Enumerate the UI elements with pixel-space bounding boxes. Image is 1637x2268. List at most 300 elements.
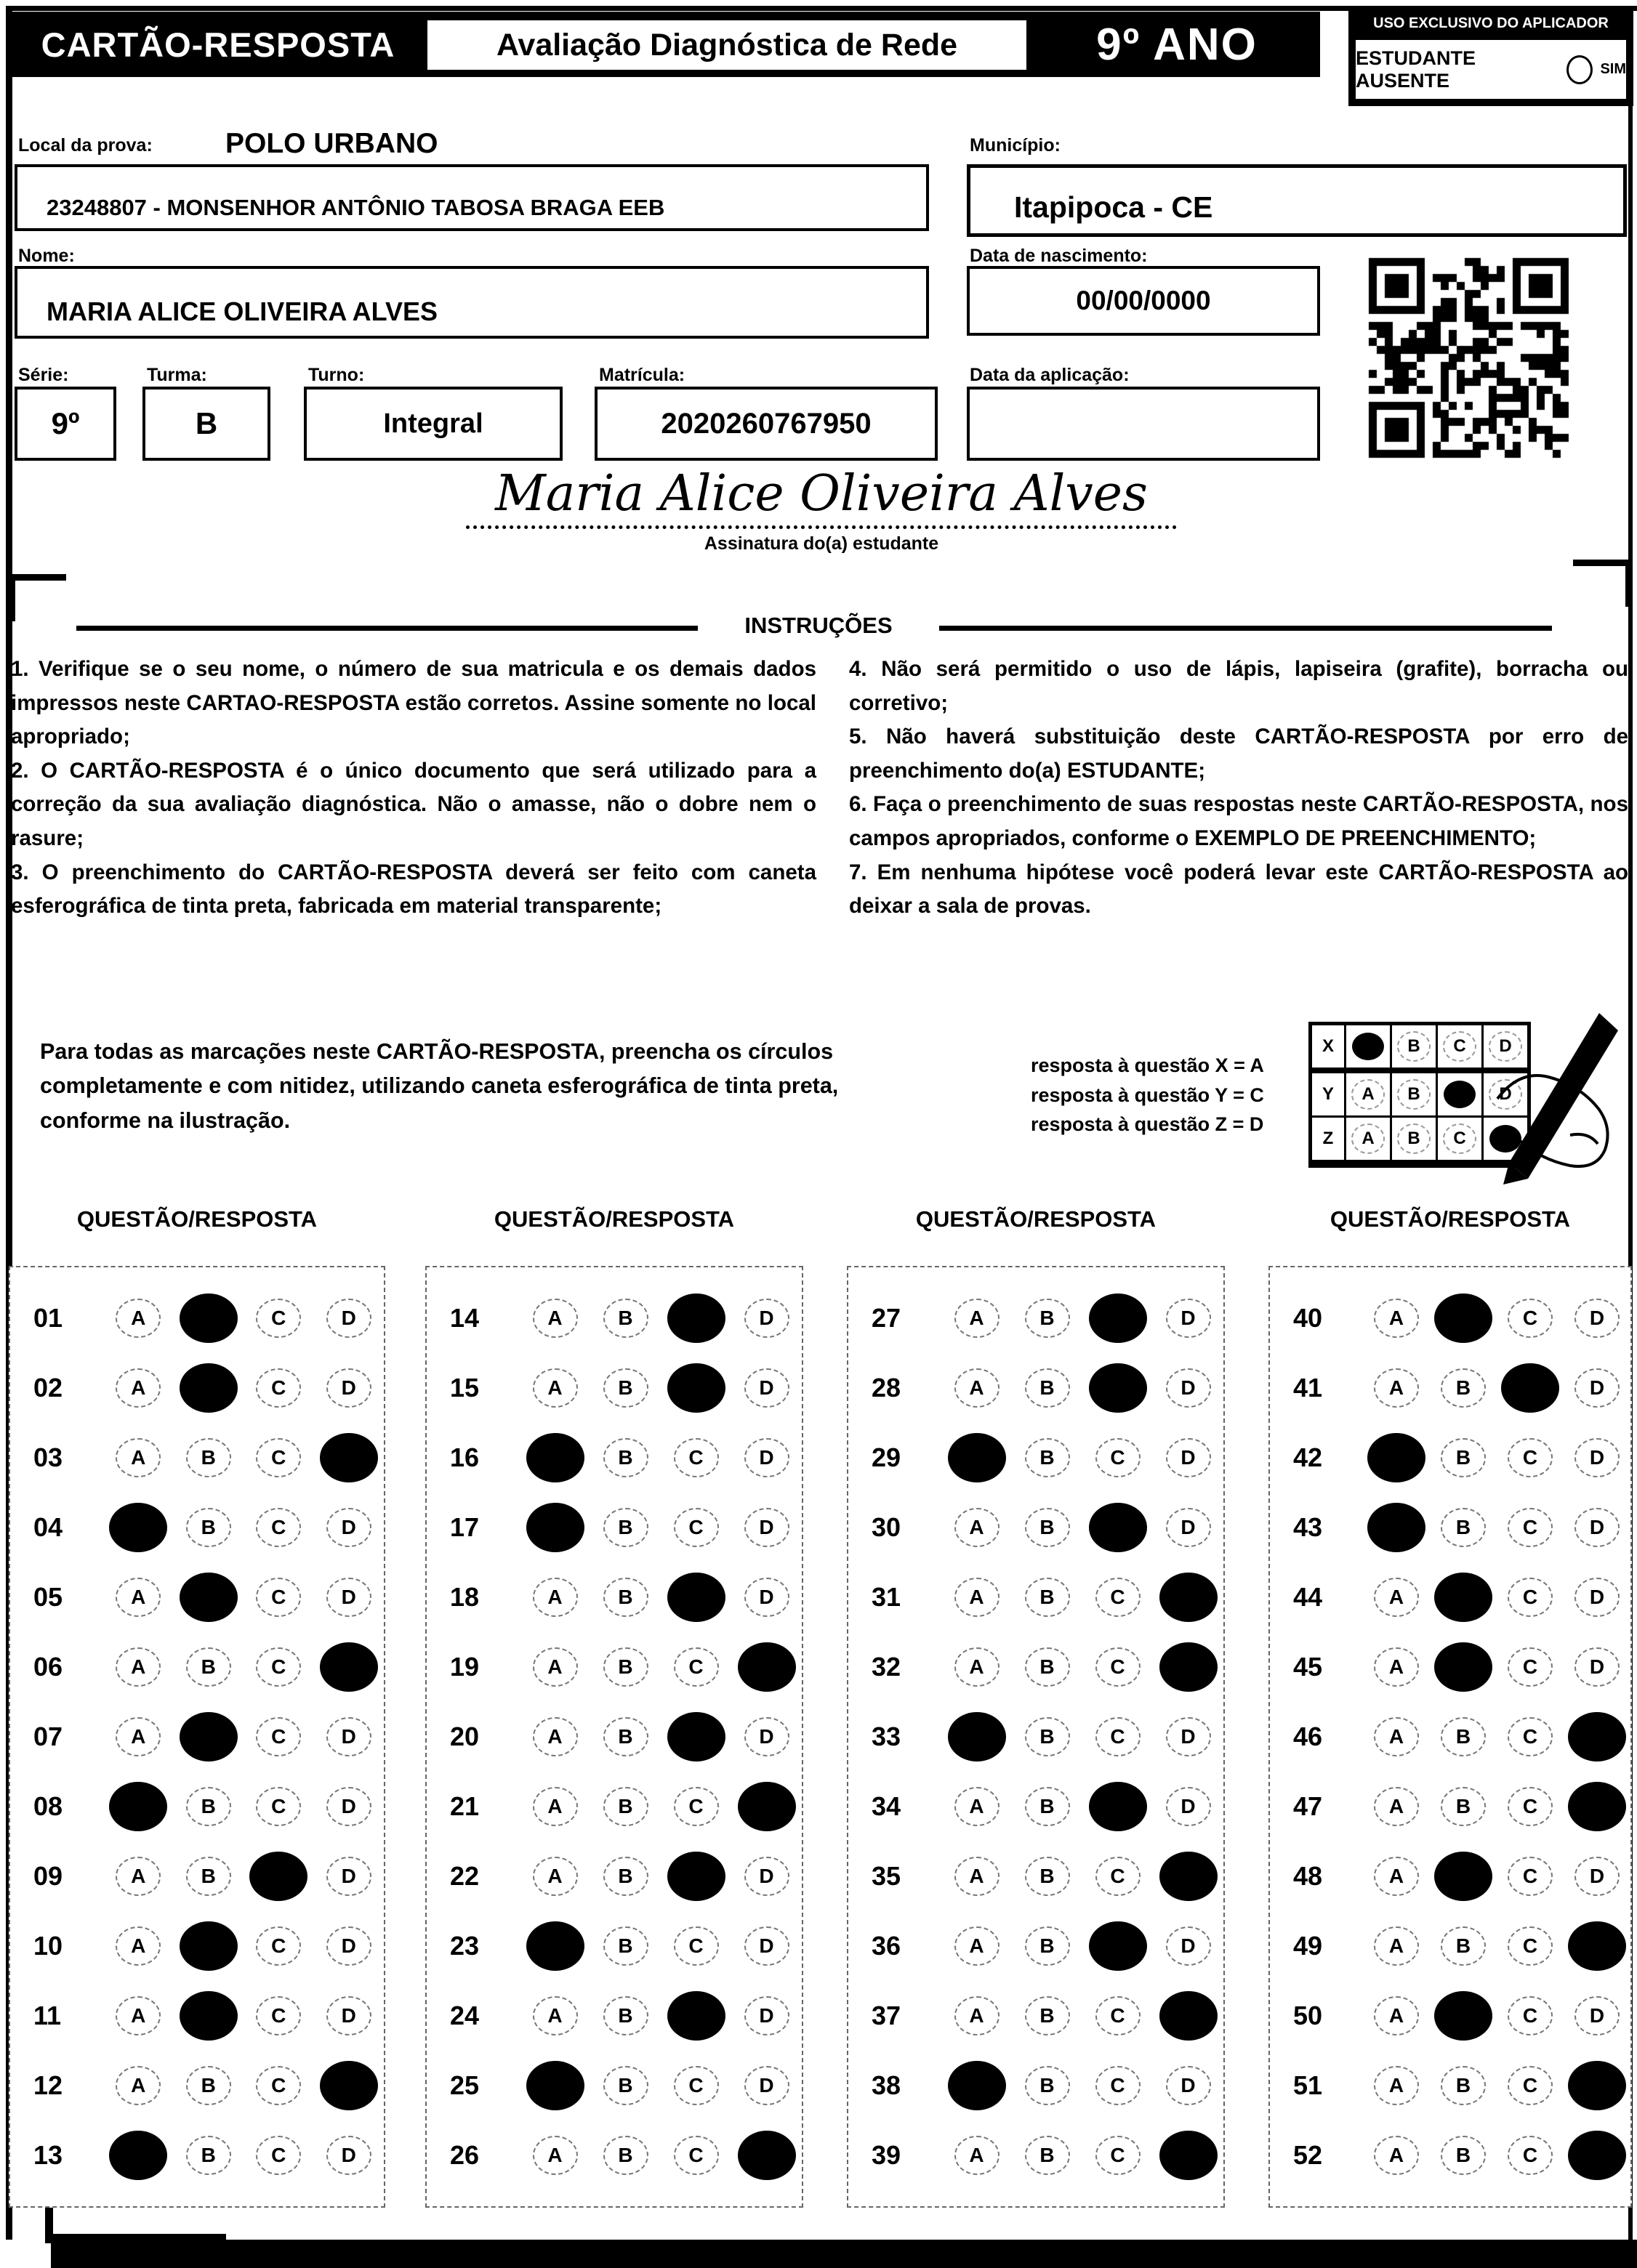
answer-bubble[interactable]: A xyxy=(1374,1299,1419,1338)
answer-bubble[interactable]: B xyxy=(1441,1787,1486,1826)
answer-bubble[interactable]: B xyxy=(603,1578,648,1617)
answer-bubble[interactable]: C xyxy=(674,1438,719,1477)
bubble-cell xyxy=(1564,1368,1630,1408)
answer-bubble-filled[interactable] xyxy=(1159,1852,1218,1901)
bubble-cell xyxy=(1430,2136,1497,2175)
answer-bubble-filled[interactable] xyxy=(180,1712,238,1761)
answer-bubble[interactable]: B xyxy=(1025,2136,1070,2175)
answer-bubble[interactable]: A xyxy=(116,1647,161,1687)
answer-bubble[interactable]: A xyxy=(954,1787,1000,1826)
answer-bubble[interactable]: D xyxy=(744,1857,789,1896)
answer-bubble[interactable]: C xyxy=(256,1368,301,1408)
bubble-cell xyxy=(661,2136,731,2175)
bubble-cell xyxy=(244,1438,314,1477)
answer-bubble[interactable]: B xyxy=(1441,2066,1486,2105)
answer-bubble[interactable]: D xyxy=(1574,1996,1620,2035)
example-bubble-cell xyxy=(1344,1073,1390,1115)
answer-bubble[interactable]: B xyxy=(1025,1647,1070,1687)
answer-bubble-filled[interactable] xyxy=(948,1712,1006,1761)
answer-bubble[interactable]: B xyxy=(186,1857,231,1896)
answer-bubble[interactable]: A xyxy=(1374,1578,1419,1617)
bubble-cell xyxy=(314,2061,385,2110)
answer-bubble-filled[interactable] xyxy=(180,1363,238,1413)
answer-bubble-filled[interactable] xyxy=(1434,1852,1492,1901)
bubble-cell xyxy=(731,1508,802,1547)
bubble-cell xyxy=(244,1299,314,1338)
answer-bubble[interactable]: D xyxy=(744,1578,789,1617)
answer-bubble[interactable]: B xyxy=(1025,1368,1070,1408)
absent-bubble[interactable] xyxy=(1566,55,1593,84)
question-number: 11 xyxy=(33,2001,62,2030)
answer-bubble[interactable]: B xyxy=(1025,1508,1070,1547)
answer-bubble[interactable]: C xyxy=(1095,2136,1141,2175)
bubble-cell xyxy=(590,1299,661,1338)
answer-bubble-filled[interactable] xyxy=(667,1573,725,1622)
answer-bubble[interactable]: B xyxy=(1441,1926,1486,1966)
answer-bubble[interactable]: A xyxy=(533,1717,578,1756)
answer-bubble[interactable]: A xyxy=(116,1299,161,1338)
answer-bubble[interactable]: D xyxy=(326,1578,371,1617)
question-number: 21 xyxy=(450,1791,480,1821)
answer-bubble[interactable]: D xyxy=(326,1508,371,1547)
answer-bubble-filled[interactable] xyxy=(526,1503,584,1552)
answer-bubble[interactable]: C xyxy=(256,1647,301,1687)
answer-bubble[interactable]: C xyxy=(256,1508,301,1547)
answer-bubble[interactable]: D xyxy=(744,1996,789,2035)
bubble-cell xyxy=(244,1508,314,1547)
answer-bubble-filled[interactable] xyxy=(948,1433,1006,1482)
answer-bubble[interactable]: C xyxy=(674,1508,719,1547)
answer-bubble-filled[interactable] xyxy=(1434,1642,1492,1692)
answer-bubble[interactable]: D xyxy=(1166,2066,1211,2105)
answer-bubble-filled[interactable] xyxy=(1367,1503,1425,1552)
bubble-cell xyxy=(1497,1996,1564,2035)
answer-bubble[interactable]: A xyxy=(533,1857,578,1896)
bubble-cell xyxy=(1430,1294,1497,1343)
answer-bubble[interactable]: B xyxy=(1025,1787,1070,1826)
answer-bubble[interactable]: C xyxy=(1508,1647,1553,1687)
answer-bubble[interactable]: A xyxy=(116,1368,161,1408)
nascimento-value: 00/00/0000 xyxy=(1076,286,1211,315)
answer-bubble-filled[interactable] xyxy=(180,1573,238,1622)
bubble-cell xyxy=(103,2066,174,2105)
bubble-cell xyxy=(174,1438,244,1477)
bubble-cell xyxy=(520,1996,590,2035)
answer-bubble-filled[interactable] xyxy=(1089,1503,1147,1552)
answer-bubble[interactable]: C xyxy=(1508,2136,1553,2175)
answer-bubble[interactable]: D xyxy=(1166,1368,1211,1408)
answer-bubble-filled[interactable] xyxy=(1159,1642,1218,1692)
answer-bubble-filled[interactable] xyxy=(1159,1991,1218,2041)
example-bubble-letter: A xyxy=(1362,1129,1375,1148)
answer-bubble[interactable]: D xyxy=(1166,1717,1211,1756)
answer-bubble[interactable]: A xyxy=(533,1647,578,1687)
answer-bubble-filled[interactable] xyxy=(1501,1363,1559,1413)
answer-bubble[interactable]: C xyxy=(1508,1996,1553,2035)
bubble-cell xyxy=(244,1996,314,2035)
answer-bubble-filled[interactable] xyxy=(1568,1712,1626,1761)
answer-bubble[interactable]: C xyxy=(1508,1857,1553,1896)
answer-row xyxy=(848,1353,1223,1423)
answer-bubble[interactable]: C xyxy=(256,1578,301,1617)
answer-bubble[interactable]: D xyxy=(1166,1787,1211,1826)
example-bubble-ring xyxy=(1397,1079,1431,1110)
answer-bubble[interactable]: D xyxy=(326,1717,371,1756)
answer-bubble-filled[interactable] xyxy=(667,1294,725,1343)
answer-bubble[interactable]: C xyxy=(1095,1717,1141,1756)
bubble-cell xyxy=(1564,1857,1630,1896)
answer-bubble[interactable]: D xyxy=(326,2136,371,2175)
answer-bubble-filled[interactable] xyxy=(526,1921,584,1971)
bubble-cell xyxy=(1363,1717,1430,1756)
question-number: 45 xyxy=(1293,1652,1323,1682)
answer-bubble[interactable]: C xyxy=(1095,1438,1141,1477)
bubble-cell xyxy=(1564,2061,1630,2110)
answer-bubble[interactable]: A xyxy=(954,1857,1000,1896)
serie-label: Série: xyxy=(18,365,69,385)
answer-bubble[interactable]: B xyxy=(1025,1717,1070,1756)
answer-bubble-filled[interactable] xyxy=(1089,1921,1147,1971)
answer-bubble[interactable]: D xyxy=(1574,1857,1620,1896)
answer-row xyxy=(10,1772,384,1841)
answer-bubble[interactable]: C xyxy=(674,1787,719,1826)
bubble-cell xyxy=(941,1712,1012,1761)
answer-bubble[interactable]: C xyxy=(256,1438,301,1477)
question-number: 28 xyxy=(872,1373,901,1403)
answer-bubble[interactable]: D xyxy=(744,2066,789,2105)
answer-bubble-filled[interactable] xyxy=(738,2131,796,2180)
question-number: 22 xyxy=(450,1861,480,1891)
answer-bubble[interactable]: C xyxy=(1508,1299,1553,1338)
answer-bubble[interactable]: A xyxy=(954,1996,1000,2035)
answer-bubble[interactable]: A xyxy=(1374,2066,1419,2105)
bubble-cell xyxy=(1497,1508,1564,1547)
answer-bubble[interactable]: A xyxy=(533,1299,578,1338)
bubble-cell xyxy=(1153,1717,1223,1756)
answer-bubble[interactable]: B xyxy=(186,2136,231,2175)
answer-bubble[interactable]: A xyxy=(1374,1926,1419,1966)
answer-bubble-filled[interactable] xyxy=(526,1433,584,1482)
answer-bubble-filled[interactable] xyxy=(1568,2061,1626,2110)
bubble-cell xyxy=(244,2066,314,2105)
answer-bubble[interactable]: A xyxy=(1374,1857,1419,1896)
answer-bubble[interactable]: B xyxy=(603,2136,648,2175)
answer-bubble-filled[interactable] xyxy=(109,1503,167,1552)
answer-bubble[interactable]: D xyxy=(326,1368,371,1408)
answer-bubble[interactable]: B xyxy=(1025,1578,1070,1617)
municipio-label: Município: xyxy=(970,135,1061,156)
question-number: 47 xyxy=(1293,1791,1323,1821)
answer-bubble[interactable]: B xyxy=(1025,1857,1070,1896)
answer-bubble[interactable]: D xyxy=(1574,1578,1620,1617)
answer-bubble[interactable]: D xyxy=(744,1926,789,1966)
student-absent-row xyxy=(1354,38,1628,101)
answer-bubble[interactable]: A xyxy=(954,1578,1000,1617)
answer-bubble[interactable]: C xyxy=(256,1787,301,1826)
answer-bubble[interactable]: A xyxy=(1374,1368,1419,1408)
answer-bubble[interactable]: C xyxy=(1508,1578,1553,1617)
answer-bubble[interactable]: C xyxy=(674,2136,719,2175)
qr-code xyxy=(1361,250,1586,475)
answer-bubble[interactable]: C xyxy=(1508,1438,1553,1477)
answer-row xyxy=(427,1841,802,1911)
answer-bubble[interactable]: A xyxy=(1374,1787,1419,1826)
answer-bubble-filled[interactable] xyxy=(109,2131,167,2180)
student-absent-label: ESTUDANTE AUSENTE xyxy=(1356,47,1476,92)
answer-bubble[interactable]: B xyxy=(1441,1717,1486,1756)
answer-bubble-filled[interactable] xyxy=(1434,1573,1492,1622)
answer-bubble[interactable]: B xyxy=(186,1438,231,1477)
answer-bubble[interactable]: B xyxy=(186,1508,231,1547)
answer-bubble[interactable]: C xyxy=(1095,1647,1141,1687)
turno-value: Integral xyxy=(383,408,483,439)
answer-bubble[interactable]: A xyxy=(1374,1996,1419,2035)
answer-bubble[interactable]: D xyxy=(1166,1299,1211,1338)
answer-bubble-filled[interactable] xyxy=(667,1991,725,2041)
answer-bubble[interactable]: C xyxy=(1508,1717,1553,1756)
answer-bubble[interactable]: B xyxy=(1025,1926,1070,1966)
answer-bubble[interactable]: C xyxy=(1095,2066,1141,2105)
answer-bubble[interactable]: D xyxy=(1166,1438,1211,1477)
answer-bubble[interactable]: D xyxy=(326,1299,371,1338)
answer-bubble-filled[interactable] xyxy=(667,1852,725,1901)
answer-bubble[interactable]: A xyxy=(533,2136,578,2175)
answer-bubble[interactable]: B xyxy=(1441,1368,1486,1408)
answer-bubble[interactable]: A xyxy=(954,1926,1000,1966)
answer-bubble-filled[interactable] xyxy=(1434,1294,1492,1343)
answer-row xyxy=(848,1493,1223,1562)
answer-bubble[interactable]: B xyxy=(603,1926,648,1966)
bubble-cell xyxy=(1012,1717,1082,1756)
question-number: 31 xyxy=(872,1582,901,1612)
bubble-cell xyxy=(1012,1857,1082,1896)
answer-bubble[interactable]: A xyxy=(533,1578,578,1617)
answer-bubble[interactable]: A xyxy=(954,2136,1000,2175)
bubble-cell xyxy=(314,1642,385,1692)
answer-bubble[interactable]: A xyxy=(116,1996,161,2035)
answer-bubble[interactable]: B xyxy=(1025,1299,1070,1338)
bubble-cell xyxy=(520,1857,590,1896)
answer-bubble[interactable]: D xyxy=(1166,1926,1211,1966)
answer-bubble-filled[interactable] xyxy=(109,1782,167,1831)
answer-bubble-filled[interactable] xyxy=(180,1294,238,1343)
answer-bubble-filled[interactable] xyxy=(667,1712,725,1761)
answer-row xyxy=(10,1632,384,1702)
answer-bubble[interactable]: D xyxy=(744,1368,789,1408)
answer-bubble[interactable]: D xyxy=(1166,1508,1211,1547)
bubble-cell xyxy=(244,1717,314,1756)
column-header: QUESTÃO/RESPOSTA xyxy=(915,1206,1157,1232)
answer-bubble[interactable]: D xyxy=(1574,1299,1620,1338)
answer-bubble[interactable]: C xyxy=(674,1926,719,1966)
answer-row xyxy=(10,1353,384,1423)
answer-bubble[interactable]: C xyxy=(1508,1926,1553,1966)
answer-bubble-filled[interactable] xyxy=(1159,2131,1218,2180)
answer-bubble[interactable]: B xyxy=(1025,2066,1070,2105)
answer-bubble-filled[interactable] xyxy=(320,1642,378,1692)
answer-bubble[interactable]: A xyxy=(116,1717,161,1756)
answer-bubble[interactable]: D xyxy=(326,1787,371,1826)
answer-bubble[interactable]: A xyxy=(116,1438,161,1477)
example-bubble-letter: D xyxy=(1499,1084,1512,1104)
bubble-cell xyxy=(1430,1438,1497,1477)
bubble-cell xyxy=(1153,1852,1223,1901)
question-number: 08 xyxy=(33,1791,63,1821)
answer-bubble[interactable]: A xyxy=(1374,1647,1419,1687)
answer-bubble[interactable]: B xyxy=(1441,2136,1486,2175)
answer-bubble[interactable]: D xyxy=(326,1996,371,2035)
answer-bubble[interactable]: B xyxy=(186,1787,231,1826)
bubble-cell xyxy=(314,1926,385,1966)
answer-bubble[interactable]: C xyxy=(1508,1508,1553,1547)
answer-bubble-filled[interactable] xyxy=(180,1991,238,2041)
instruction-item: 4. Não será permitido o uso de lápis, lapiseira (grafite), borracha ou corretivo; xyxy=(849,657,1628,715)
answer-bubble[interactable]: A xyxy=(116,1926,161,1966)
bubble-cell xyxy=(103,1503,174,1552)
answer-bubble-filled[interactable] xyxy=(738,1642,796,1692)
bubble-cell xyxy=(661,2066,731,2105)
answer-bubble-filled[interactable] xyxy=(1089,1782,1147,1831)
answer-bubble-filled[interactable] xyxy=(526,2061,584,2110)
answer-bubble[interactable]: A xyxy=(1374,1717,1419,1756)
answer-bubble[interactable]: A xyxy=(954,1647,1000,1687)
answer-bubble[interactable]: B xyxy=(1441,1508,1486,1547)
answer-bubble[interactable]: A xyxy=(116,1578,161,1617)
bubble-cell xyxy=(314,1717,385,1756)
bubble-cell xyxy=(244,1787,314,1826)
answer-bubble[interactable]: B xyxy=(1025,1996,1070,2035)
answer-bubble-filled[interactable] xyxy=(1568,1782,1626,1831)
answer-bubble[interactable]: D xyxy=(326,1926,371,1966)
answer-bubble-filled[interactable] xyxy=(320,1433,378,1482)
bubble-cell xyxy=(1012,1787,1082,1826)
bubble-cell xyxy=(590,1368,661,1408)
bubble-cell xyxy=(520,1503,590,1552)
answer-bubble[interactable]: B xyxy=(603,1996,648,2035)
bubble-cell xyxy=(1430,1573,1497,1622)
bubble-cell xyxy=(590,1857,661,1896)
answer-bubble-filled[interactable] xyxy=(249,1852,307,1901)
bubble-cell xyxy=(1430,1717,1497,1756)
answer-bubble-filled[interactable] xyxy=(1089,1294,1147,1343)
answer-bubble[interactable]: B xyxy=(603,1508,648,1547)
answer-bubble[interactable]: C xyxy=(256,2066,301,2105)
answer-bubble[interactable]: A xyxy=(533,1368,578,1408)
answer-bubble[interactable]: D xyxy=(1574,1647,1620,1687)
answer-row xyxy=(1270,2120,1630,2190)
bubble-cell xyxy=(590,1717,661,1756)
bubble-cell xyxy=(941,1926,1012,1966)
answer-bubble[interactable]: B xyxy=(603,1787,648,1826)
answer-bubble[interactable]: D xyxy=(744,1508,789,1547)
answer-bubble[interactable]: C xyxy=(256,2136,301,2175)
bubble-cell xyxy=(174,1787,244,1826)
answer-bubble[interactable]: B xyxy=(603,1717,648,1756)
bubble-cell xyxy=(1153,2066,1223,2105)
bubble-cell xyxy=(174,1857,244,1896)
answer-bubble[interactable]: D xyxy=(1574,1508,1620,1547)
answer-bubble-filled[interactable] xyxy=(738,1782,796,1831)
answer-bubble[interactable]: B xyxy=(186,1647,231,1687)
answer-bubble-filled[interactable] xyxy=(1089,1363,1147,1413)
bubble-cell xyxy=(1564,1921,1630,1971)
instructions-left-column xyxy=(11,653,816,924)
answer-bubble[interactable]: A xyxy=(533,1787,578,1826)
bubble-cell xyxy=(1153,2131,1223,2180)
bubble-cell xyxy=(1497,1926,1564,1966)
question-number: 16 xyxy=(450,1442,480,1472)
answer-bubble[interactable]: A xyxy=(1374,2136,1419,2175)
instructions-title: INSTRUÇÕES xyxy=(709,613,928,639)
answer-bubble-filled[interactable] xyxy=(1568,2131,1626,2180)
answer-bubble[interactable]: B xyxy=(603,1299,648,1338)
answer-bubble[interactable]: C xyxy=(674,1647,719,1687)
bottom-registration-bar xyxy=(51,2240,1637,2268)
answer-bubble-filled[interactable] xyxy=(1367,1433,1425,1482)
municipio-value: Itapipoca - CE xyxy=(1014,190,1213,224)
column-header: QUESTÃO/RESPOSTA xyxy=(494,1206,735,1232)
answer-bubble[interactable]: C xyxy=(1095,1578,1141,1617)
answer-bubble-filled[interactable] xyxy=(948,2061,1006,2110)
answer-bubble[interactable]: B xyxy=(1441,1438,1486,1477)
answer-bubble-filled[interactable] xyxy=(1434,1991,1492,2041)
answer-row xyxy=(848,1283,1223,1353)
answer-bubble-filled[interactable] xyxy=(180,1921,238,1971)
question-number: 06 xyxy=(33,1652,63,1682)
answer-bubble-filled[interactable] xyxy=(1159,1573,1218,1622)
answer-bubble-filled[interactable] xyxy=(320,2061,378,2110)
question-number: 03 xyxy=(33,1442,63,1472)
answer-bubble[interactable]: B xyxy=(1025,1438,1070,1477)
question-number: 40 xyxy=(1293,1303,1323,1333)
answer-bubble[interactable]: C xyxy=(256,1717,301,1756)
answer-bubble[interactable]: A xyxy=(116,2066,161,2105)
answer-bubble[interactable]: D xyxy=(744,1299,789,1338)
answer-bubble[interactable]: C xyxy=(674,2066,719,2105)
bubble-cell xyxy=(1363,1787,1430,1826)
answer-bubble[interactable]: C xyxy=(256,1926,301,1966)
instruction-item: 2. O CARTÃO-RESPOSTA é o único documento que será utilizado para a correção da sua avaliação diagnóstica. Não o amasse, não o dobre nem o rasure; xyxy=(11,758,816,851)
answer-bubble[interactable]: C xyxy=(1095,1857,1141,1896)
answer-bubble-filled[interactable] xyxy=(667,1363,725,1413)
answer-bubble[interactable]: B xyxy=(186,2066,231,2105)
answer-bubble[interactable]: A xyxy=(116,1857,161,1896)
answer-bubble[interactable]: D xyxy=(744,1438,789,1477)
answer-bubble[interactable]: A xyxy=(954,1368,1000,1408)
answer-bubble[interactable]: C xyxy=(1095,1996,1141,2035)
answer-bubble[interactable]: A xyxy=(954,1299,1000,1338)
answer-bubble[interactable]: B xyxy=(603,1438,648,1477)
answer-bubble[interactable]: D xyxy=(744,1717,789,1756)
answer-bubble[interactable]: C xyxy=(256,1299,301,1338)
answer-bubble[interactable]: C xyxy=(256,1996,301,2035)
answer-bubble[interactable]: A xyxy=(954,1508,1000,1547)
answer-bubble[interactable]: A xyxy=(533,1996,578,2035)
answer-bubble[interactable]: B xyxy=(603,1857,648,1896)
answer-bubble[interactable]: B xyxy=(603,2066,648,2105)
answer-bubble[interactable]: B xyxy=(603,1647,648,1687)
column-header: QUESTÃO/RESPOSTA xyxy=(76,1206,318,1232)
bubble-cell xyxy=(103,1578,174,1617)
answer-bubble-filled[interactable] xyxy=(1568,1921,1626,1971)
answer-bubble[interactable]: C xyxy=(1508,1787,1553,1826)
answer-row xyxy=(10,1423,384,1493)
answer-bubble[interactable]: B xyxy=(603,1368,648,1408)
answer-bubble[interactable]: C xyxy=(1508,2066,1553,2105)
answer-bubble[interactable]: D xyxy=(1574,1438,1620,1477)
answer-bubble[interactable]: D xyxy=(326,1857,371,1896)
answer-bubble[interactable]: D xyxy=(1574,1368,1620,1408)
